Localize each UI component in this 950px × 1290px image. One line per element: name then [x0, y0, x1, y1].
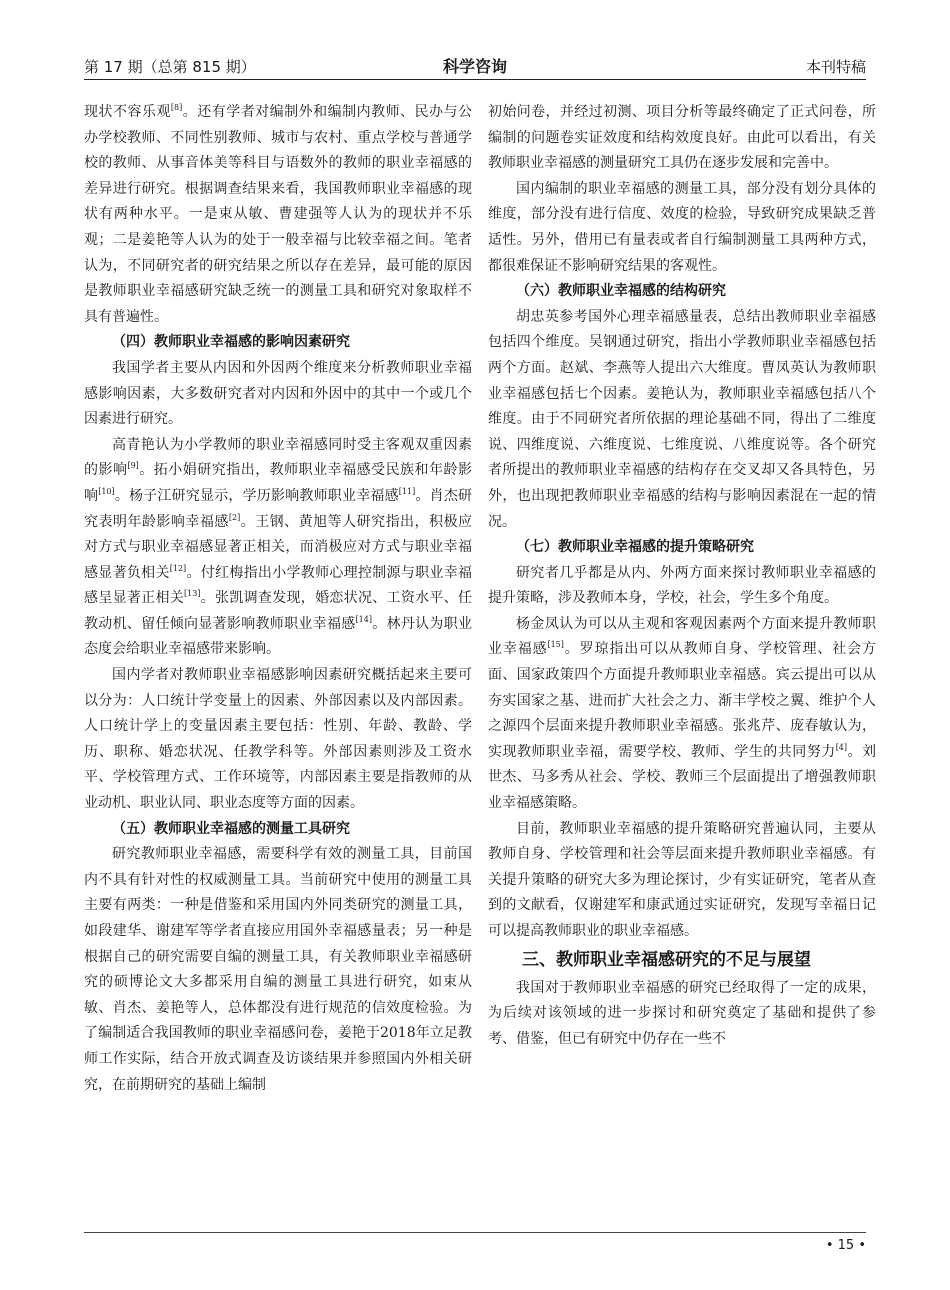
- section-heading-4: （四）教师职业幸福感的影响因素研究: [112, 334, 350, 351]
- paragraph: 现状不容乐观[8]。还有学者对编制外和编制内教师、民办与公办学校教师、不同性别教师、城市与农村、重点学校与普通学校的教师、从事音体美等科目与语数外的教师的职业幸福感的差异进行研究。根据调查结果来看，我国教师职业幸福感的现状有两种水平。一是束从敏、曹建强等人认为的现状并不乐观；二是姜艳等人认为的处于一般幸福与比较幸福之间。笔者认为，不同研究者的研究结果之所以存在差异，最可能的原因是教师职业幸福感研究缺乏统一的测量工具和研究对象取样不具有普遍性。: [84, 103, 472, 325]
- paragraph: 目前，教师职业幸福感的提升策略研究普遍认同，主要从教师自身、学校管理和社会等层面来提升教师职业幸福感。有关提升策略的研究大多为理论探讨，少有实证研究，笔者从查到的文献看，仅谢建军和康武通过实证研究，发现写幸福日记可以提高教师职业的职业幸福感。: [488, 820, 876, 939]
- paragraph: 国内编制的职业幸福感的测量工具，部分没有划分具体的维度，部分没有进行信度、效度的检验，导致研究成果缺乏普适性。另外，借用已有量表或者自行编制测量工具两种方式，都很难保证不影响研究结果的客观性。: [488, 180, 876, 274]
- citation-ref: [10]: [98, 486, 115, 496]
- citation-ref: [13]: [184, 589, 201, 599]
- citation-ref: [15]: [547, 640, 564, 650]
- journal-title: 科学咨询: [442, 57, 507, 76]
- header-rule: [84, 79, 866, 80]
- right-column: [488, 100, 876, 1052]
- paragraph: 我国对于教师职业幸福感的研究已经取得了一定的成果，为后续对该领域的进一步探讨和研究奠定了基础和提供了参考、借鉴，但已有研究中仍存在一些不: [488, 979, 876, 1047]
- citation-ref: [9]: [127, 461, 139, 471]
- section-heading-7: （七）教师职业幸福感的提升策略研究: [516, 539, 754, 556]
- paragraph: 胡忠英参考国外心理幸福感量表，总结出教师职业幸福感包括四个维度。吴钢通过研究，指出小学教师职业幸福感包括两个方面。赵斌、李燕等人提出六大维度。曹凤英认为教师职业幸福感包括七个因素。姜艳认为，教师职业幸福感包括八个维度。由于不同研究者所依据的理论基础不同，得出了二维度说、四维度说、六维度说、七维度说、八维度说等。各个研究者所提出的教师职业幸福感的结构存在交叉却又各具特色，另外，也出现把教师职业幸福感的结构与影响因素混在一起的情况。: [488, 308, 876, 530]
- paragraph: 初始问卷，并经过初测、项目分析等最终确定了正式问卷，所编制的问题卷实证效度和结构效度良好。由此可以看出，有关教师职业幸福感的测量研究工具仍在逐步发展和完善中。: [488, 104, 876, 172]
- paragraph: 杨金凤认为可以从主观和客观因素两个方面来提升教师职业幸福感[15]。罗琼指出可以从教师自身、学校管理、社会方面、国家政策四个方面提升教师职业幸福感。宾云提出可以从夯实国家之基、进而扩大社会之力、渐丰学校之翼、维护个人之源四个层面来提升教师职业幸福感。张兆芹、庞春敏认为，实现教师职业幸福，需要学校、教师、学生的共同努力[4]。刘世杰、马多秀从社会、学校、教师三个层面提出了增强教师职业幸福感策略。: [488, 615, 876, 812]
- section-heading-5: （五）教师职业幸福感的测量工具研究: [112, 820, 350, 837]
- citation-ref: [4]: [835, 742, 848, 752]
- paragraph: 国内学者对教师职业幸福感影响因素研究概括起来主要可以分为：人口统计学变量上的因素、外部因素以及内部因素。人口统计学上的变量因素主要包括：性别、年龄、教龄、学历、职称、婚恋状况、任教学科等。外部因素则涉及工资水平、学校管理方式、工作环境等，内部因素主要是指教师的从业动机、职业认同、职业态度等方面的因素。: [84, 667, 472, 812]
- citation-ref: [14]: [355, 614, 372, 624]
- issue-number: 第 17 期（总第 815 期）: [84, 58, 256, 76]
- citation-ref: [11]: [398, 486, 416, 496]
- left-column: [84, 100, 472, 1098]
- citation-ref: [8]: [170, 103, 183, 112]
- citation-ref: [2]: [228, 512, 241, 522]
- paragraph: 高青艳认为小学教师的职业幸福感同时受主客观双重因素的影响[9]。拓小娟研究指出，教师职业幸福感受民族和年龄影响[10]。杨子江研究显示，学历影响教师职业幸福感[11]。肖杰研究表明年龄影响幸福感[2]。王钢、黄旭等人研究指出，积极应对方式与职业幸福感显著正相关，而消极应对方式与职业幸福感显著负相关[12]。付红梅指出小学教师心理控制源与职业幸福感呈显著正相关[13]。张凯调查发现，婚恋状况、工资水平、任教动机、留任倾向显著影响教师职业幸福感[14]。林丹认为职业态度会给职业幸福感带来影响。: [84, 436, 472, 658]
- paragraph: 研究者几乎都是从内、外两方面来探讨教师职业幸福感的提升策略，涉及教师本身，学校，社会，学生多个角度。: [488, 564, 876, 607]
- citation-ref: [12]: [169, 563, 187, 573]
- running-header: [84, 54, 866, 82]
- paragraph: 研究教师职业幸福感，需要科学有效的测量工具，目前国内不具有针对性的权威测量工具。当前研究中使用的测量工具主要有两类：一种是借鉴和采用国内外同类研究的测量工具，如段建华、谢建军等学者直接应用国外幸福感量表；另一种是根据自己的研究需要自编的测量工具，有关教师职业幸福感研究的硕博论文大多都采用自编的测量工具进行研究，如束从敏、肖杰、姜艳等人，总体都没有进行规范的信效度检验。为了编制适合我国教师的职业幸福感问卷，姜艳于2018年立足教师工作实际，结合开放式调查及访谈结果并参照国内外相关研究，在前期研究的基础上编制: [84, 846, 472, 1093]
- footer-rule: [84, 1232, 866, 1233]
- section-heading-6: （六）教师职业幸福感的结构研究: [516, 283, 726, 300]
- paragraph: 我国学者主要从内因和外因两个维度来分析教师职业幸福感影响因素，大多数研究者对内因和外因中的其中一个或几个因素进行研究。: [84, 359, 472, 428]
- page-number: • 15 •: [825, 1238, 866, 1253]
- chapter-heading-3: 三、教师职业幸福感研究的不足与展望: [522, 949, 811, 970]
- section-name: 本刊特稿: [805, 58, 866, 76]
